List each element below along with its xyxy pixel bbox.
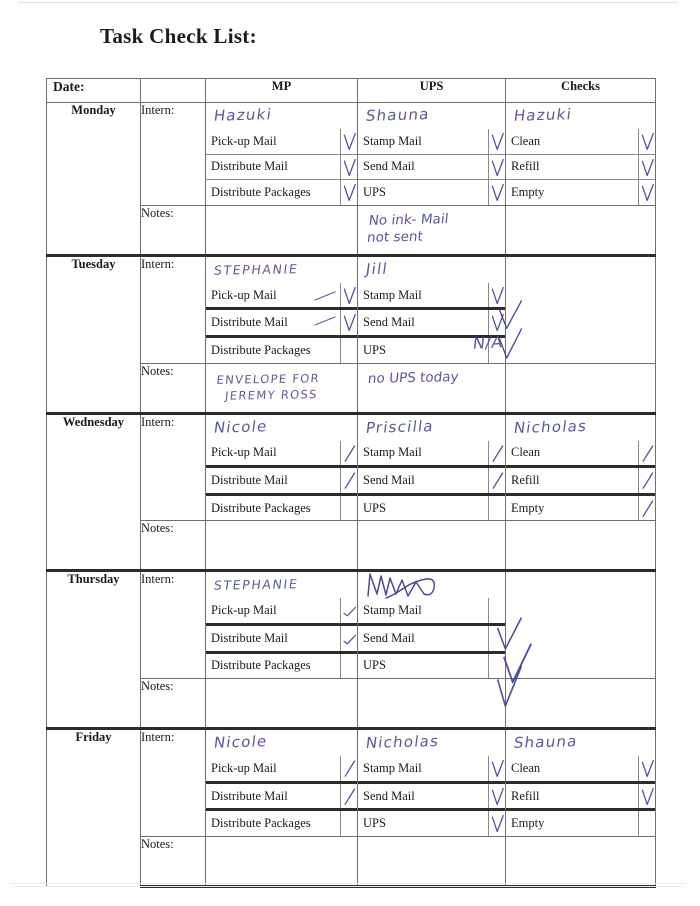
task-label-ups-0: Stamp Mail	[363, 445, 422, 460]
task-row[interactable]	[206, 494, 357, 520]
task-checkbox-ups-0[interactable]	[488, 283, 505, 309]
task-checkbox-checks-1[interactable]	[638, 782, 655, 810]
note-text-ups: No ink- Mail not sent	[366, 210, 450, 246]
task-label-checks-1: Refill	[506, 467, 638, 495]
ups-group-tuesday	[358, 255, 506, 363]
checks-group-friday	[506, 729, 656, 837]
check-mark-icon	[490, 758, 506, 779]
intern-line-ups	[358, 572, 505, 598]
task-label-ups-2: UPS	[358, 652, 488, 678]
task-subtable-mp	[206, 441, 357, 521]
task-checkbox-mp-0[interactable]	[340, 598, 357, 624]
task-label-mp-0: Pick-up Mail	[211, 133, 277, 148]
notes-label: Notes:	[141, 679, 206, 729]
day-row-thursday	[47, 571, 656, 679]
notes-checks-thursday[interactable]	[506, 679, 656, 729]
task-checkbox-ups-1[interactable]	[488, 782, 505, 810]
header-mp: MP	[206, 79, 358, 103]
intern-line-checks	[506, 257, 655, 283]
task-label-mp-2: Distribute Packages	[206, 810, 340, 836]
task-row[interactable]	[358, 154, 505, 180]
day-name-friday: Friday	[47, 729, 141, 887]
checks-group-tuesday	[506, 255, 656, 363]
slash-mark-icon	[342, 470, 358, 491]
day-row-monday	[47, 103, 656, 206]
header-checks: Checks	[506, 79, 656, 103]
check-mark-icon	[490, 285, 506, 306]
task-row[interactable]	[358, 441, 505, 467]
task-row[interactable]	[206, 441, 357, 467]
tick-mark-icon	[342, 628, 358, 649]
task-checkbox-mp-1[interactable]	[340, 624, 357, 652]
intern-label: Intern:	[141, 571, 206, 679]
task-row[interactable]	[206, 782, 357, 810]
check-mark-icon	[342, 131, 358, 152]
task-checkbox-mp-1[interactable]	[340, 309, 357, 337]
task-checkbox-mp-0[interactable]	[340, 129, 357, 154]
intern-line-mp	[206, 572, 357, 598]
notes-ups-tuesday[interactable]	[358, 363, 506, 413]
slash-mark-icon	[490, 470, 506, 491]
day-name-thursday: Thursday	[47, 571, 141, 729]
task-subtable-checks	[506, 441, 655, 521]
check-mark-icon	[490, 182, 506, 203]
intern-name-ups: Jill	[364, 259, 389, 279]
day-row-friday	[47, 729, 656, 837]
intern-line-ups	[358, 257, 505, 283]
notes-checks-tuesday[interactable]	[506, 363, 656, 413]
task-row[interactable]	[358, 782, 505, 810]
task-subtable-ups	[358, 283, 505, 363]
task-row[interactable]	[206, 652, 357, 678]
task-row[interactable]	[506, 467, 655, 495]
intern-label: Intern:	[141, 255, 206, 363]
task-checkbox-mp-2[interactable]	[340, 652, 357, 678]
check-mark-icon	[640, 786, 656, 807]
task-label-ups-1: Send Mail	[358, 782, 488, 810]
notes-label: Notes:	[141, 836, 206, 886]
task-label-ups-1: Send Mail	[358, 467, 488, 495]
day-row-tuesday	[47, 255, 656, 363]
task-checkbox-mp-2[interactable]	[340, 494, 357, 520]
page-title: Task Check List:	[100, 24, 257, 48]
task-label-ups-1: Send Mail	[358, 154, 488, 180]
task-label-ups-0: Stamp Mail	[363, 603, 422, 618]
task-row[interactable]	[358, 494, 505, 520]
task-checkbox-ups-2[interactable]	[488, 336, 505, 362]
task-label-ups-2: UPS	[358, 180, 488, 205]
task-row[interactable]	[506, 756, 655, 782]
intern-line-mp	[206, 730, 357, 756]
task-checkbox-ups-1[interactable]	[488, 467, 505, 495]
task-checkbox-checks-2[interactable]	[638, 810, 655, 836]
task-label-mp-0: Pick-up Mail	[211, 760, 277, 775]
task-subtable-ups	[358, 129, 505, 205]
task-row[interactable]	[206, 624, 357, 652]
intern-name-ups: Priscilla	[364, 416, 435, 437]
task-label-mp-0: Pick-up Mail	[211, 287, 277, 302]
notes-label: Notes:	[141, 521, 206, 571]
task-row[interactable]	[358, 756, 505, 782]
task-row[interactable]	[506, 180, 655, 205]
task-checkbox-mp-0[interactable]	[340, 756, 357, 782]
notes-mp-wednesday[interactable]	[206, 521, 358, 571]
notes-ups-wednesday[interactable]	[358, 521, 506, 571]
slash-mark-icon	[342, 786, 358, 807]
intern-label: Intern:	[141, 413, 206, 521]
intern-label: Intern:	[141, 103, 206, 206]
task-checkbox-ups-1[interactable]	[488, 624, 505, 652]
task-label-ups-2: UPS	[358, 336, 488, 362]
task-subtable-ups	[358, 756, 505, 836]
header-date: Date:	[47, 79, 141, 103]
task-checkbox-mp-0[interactable]	[340, 441, 357, 467]
task-subtable-mp	[206, 129, 357, 205]
check-mark-icon	[490, 131, 506, 152]
task-checkbox-checks-0[interactable]	[638, 756, 655, 782]
task-checkbox-mp-1[interactable]	[340, 154, 357, 180]
task-label-checks-2: Empty	[506, 810, 638, 836]
intern-name-mp: STEPHANIE	[212, 576, 300, 594]
pen-slash-mark	[313, 290, 339, 302]
task-row[interactable]	[206, 467, 357, 495]
check-mark-icon	[490, 813, 506, 834]
header-ups: UPS	[358, 79, 506, 103]
check-mark-icon	[342, 157, 358, 178]
task-row[interactable]	[358, 180, 505, 205]
task-label-checks-1: Refill	[506, 154, 638, 180]
task-row[interactable]	[206, 598, 357, 624]
intern-line-ups	[358, 730, 505, 756]
intern-name-ups: Nicholas	[364, 732, 441, 753]
task-subtable-checks	[506, 756, 655, 836]
task-row[interactable]	[358, 129, 505, 154]
task-row[interactable]	[206, 180, 357, 205]
task-checkbox-ups-2[interactable]	[488, 810, 505, 836]
check-mark-icon	[490, 786, 506, 807]
checks-group-thursday	[506, 571, 656, 679]
scan-artifact-bottom	[10, 883, 686, 884]
checks-group-wednesday	[506, 413, 656, 521]
intern-line-mp	[206, 257, 357, 283]
mp-group-friday	[206, 729, 358, 837]
task-row[interactable]	[506, 494, 655, 520]
slash-mark-icon	[342, 443, 358, 464]
task-checkbox-checks-0[interactable]	[638, 441, 655, 467]
check-mark-icon	[490, 157, 506, 178]
slash-mark-icon	[640, 470, 656, 491]
notes-mp-tuesday[interactable]	[206, 363, 358, 413]
task-check-list-table	[46, 78, 656, 888]
task-checkbox-mp-2[interactable]	[340, 180, 357, 205]
task-label-mp-2: Distribute Packages	[206, 336, 340, 362]
scan-artifact-top	[18, 2, 678, 3]
task-label-mp-1: Distribute Mail	[206, 309, 340, 337]
task-row[interactable]	[358, 652, 505, 678]
intern-line-mp	[206, 415, 357, 441]
task-row[interactable]	[506, 441, 655, 467]
note-text-ups: no UPS today	[367, 368, 460, 387]
task-subtable-ups	[358, 598, 505, 678]
task-label-mp-0: Pick-up Mail	[211, 445, 277, 460]
mp-group-monday	[206, 103, 358, 206]
task-checkbox-ups-0[interactable]	[488, 598, 505, 624]
mp-group-wednesday	[206, 413, 358, 521]
task-label-ups-0: Stamp Mail	[363, 287, 422, 302]
task-checkbox-checks-1[interactable]	[638, 154, 655, 180]
task-row[interactable]	[206, 810, 357, 836]
intern-line-ups	[358, 103, 505, 129]
task-checkbox-ups-0[interactable]	[488, 441, 505, 467]
notes-mp-friday[interactable]	[206, 836, 358, 886]
task-label-ups-2: UPS	[358, 494, 488, 520]
task-checkbox-ups-2[interactable]	[488, 494, 505, 520]
task-label-checks-0: Clean	[511, 133, 541, 148]
intern-line-checks	[506, 415, 655, 441]
intern-name-mp: Nicole	[212, 416, 269, 437]
ups-group-wednesday	[358, 413, 506, 521]
intern-line-ups	[358, 415, 505, 441]
intern-name-checks: Hazuki	[512, 105, 574, 125]
checks-group-monday	[506, 103, 656, 206]
task-label-mp-1: Distribute Mail	[206, 782, 340, 810]
task-row[interactable]	[506, 154, 655, 180]
intern-line-checks	[506, 730, 655, 756]
check-mark-icon	[640, 758, 656, 779]
intern-line-mp	[206, 103, 357, 129]
task-checkbox-mp-1[interactable]	[340, 467, 357, 495]
slash-mark-icon	[640, 443, 656, 464]
task-row[interactable]	[358, 467, 505, 495]
task-checkbox-checks-2[interactable]	[638, 180, 655, 205]
task-checkbox-ups-2[interactable]	[488, 652, 505, 678]
intern-label: Intern:	[141, 729, 206, 837]
task-subtable-mp	[206, 756, 357, 836]
task-checkbox-ups-1[interactable]	[488, 154, 505, 180]
task-checkbox-mp-2[interactable]	[340, 810, 357, 836]
task-label-checks-2: Empty	[506, 494, 638, 520]
checks-empty-area	[506, 283, 655, 357]
task-label-checks-0: Clean	[511, 445, 541, 460]
header-blank	[141, 79, 206, 103]
task-row[interactable]	[358, 624, 505, 652]
task-label-mp-1: Distribute Mail	[206, 624, 340, 652]
task-label-mp-1: Distribute Mail	[206, 467, 340, 495]
check-mark-icon	[342, 285, 358, 306]
task-checkbox-mp-0[interactable]	[340, 283, 357, 309]
notes-mp-thursday[interactable]	[206, 679, 358, 729]
task-label-ups-2: UPS	[358, 810, 488, 836]
check-mark-icon	[640, 131, 656, 152]
ups-group-monday	[358, 103, 506, 206]
intern-name-checks: Nicholas	[512, 416, 589, 437]
notes-checks-monday[interactable]	[506, 205, 656, 255]
task-checkbox-checks-0[interactable]	[638, 129, 655, 154]
task-checkbox-ups-0[interactable]	[488, 129, 505, 154]
task-check-list-sheet	[46, 78, 655, 888]
notes-label: Notes:	[141, 363, 206, 413]
check-mark-icon	[490, 312, 506, 333]
intern-line-checks	[506, 103, 655, 129]
task-row[interactable]	[206, 154, 357, 180]
task-label-ups-1: Send Mail	[358, 624, 488, 652]
scan-artifact-bottom-2	[14, 886, 682, 887]
task-row[interactable]	[206, 129, 357, 154]
task-checkbox-checks-2[interactable]	[638, 494, 655, 520]
notes-checks-wednesday[interactable]	[506, 521, 656, 571]
task-label-mp-2: Distribute Packages	[206, 652, 340, 678]
task-row[interactable]	[358, 598, 505, 624]
note-text-mp: ENVELOPE FOR JEREMY ROSS	[214, 370, 321, 403]
day-name-tuesday: Tuesday	[47, 255, 141, 413]
task-label-mp-1: Distribute Mail	[206, 154, 340, 180]
task-subtable-ups	[358, 441, 505, 521]
task-label-ups-0: Stamp Mail	[363, 760, 422, 775]
ups-group-friday	[358, 729, 506, 837]
intern-name-checks: Shauna	[512, 732, 579, 753]
check-mark-icon	[342, 182, 358, 203]
intern-name-mp: Nicole	[212, 732, 269, 752]
checks-empty-area	[506, 598, 655, 672]
check-mark-icon	[640, 182, 656, 203]
pen-slash-mark	[313, 315, 339, 327]
task-row[interactable]	[358, 810, 505, 836]
na-annotation: N/A	[471, 332, 505, 353]
mp-group-tuesday	[206, 255, 358, 363]
task-checkbox-checks-1[interactable]	[638, 467, 655, 495]
task-checkbox-ups-1[interactable]	[488, 309, 505, 337]
intern-name-ups: Shauna	[364, 105, 431, 125]
mp-group-thursday	[206, 571, 358, 679]
task-checkbox-ups-2[interactable]	[488, 180, 505, 205]
task-row[interactable]	[206, 756, 357, 782]
task-label-ups-0: Stamp Mail	[363, 133, 422, 148]
task-row[interactable]	[506, 810, 655, 836]
slash-mark-icon	[490, 443, 506, 464]
day-name-wednesday: Wednesday	[47, 413, 141, 571]
intern-name-mp: Hazuki	[212, 105, 274, 125]
notes-mp-monday[interactable]	[206, 205, 358, 255]
task-checkbox-mp-2[interactable]	[340, 336, 357, 362]
task-subtable-mp	[206, 598, 357, 678]
ups-group-thursday	[358, 571, 506, 679]
intern-name-mp: STEPHANIE	[212, 261, 300, 278]
task-row[interactable]	[206, 336, 357, 362]
task-label-mp-0: Pick-up Mail	[211, 603, 277, 618]
check-mark-icon	[342, 312, 358, 333]
slash-mark-icon	[640, 498, 656, 519]
task-row[interactable]	[358, 336, 505, 362]
task-row[interactable]	[358, 283, 505, 309]
task-checkbox-mp-1[interactable]	[340, 782, 357, 810]
task-subtable-checks	[506, 129, 655, 205]
task-row[interactable]	[358, 309, 505, 337]
intern-line-checks	[506, 572, 655, 598]
task-label-mp-2: Distribute Packages	[206, 494, 340, 520]
table-header-row	[47, 79, 656, 103]
task-label-checks-1: Refill	[506, 782, 638, 810]
task-checkbox-ups-0[interactable]	[488, 756, 505, 782]
notes-ups-friday[interactable]	[358, 836, 506, 886]
task-row[interactable]	[506, 782, 655, 810]
task-label-ups-1: Send Mail	[358, 309, 488, 337]
task-label-checks-0: Clean	[511, 760, 541, 775]
day-name-monday: Monday	[47, 103, 141, 256]
slash-mark-icon	[342, 758, 358, 779]
day-row-wednesday	[47, 413, 656, 521]
task-label-checks-2: Empty	[506, 180, 638, 205]
notes-ups-thursday[interactable]	[358, 679, 506, 729]
task-row[interactable]	[506, 129, 655, 154]
notes-label: Notes:	[141, 205, 206, 255]
notes-checks-friday[interactable]	[506, 836, 656, 886]
check-mark-icon	[640, 157, 656, 178]
notes-ups-monday[interactable]	[358, 205, 506, 255]
tick-mark-icon	[342, 600, 358, 621]
task-label-mp-2: Distribute Packages	[206, 180, 340, 205]
